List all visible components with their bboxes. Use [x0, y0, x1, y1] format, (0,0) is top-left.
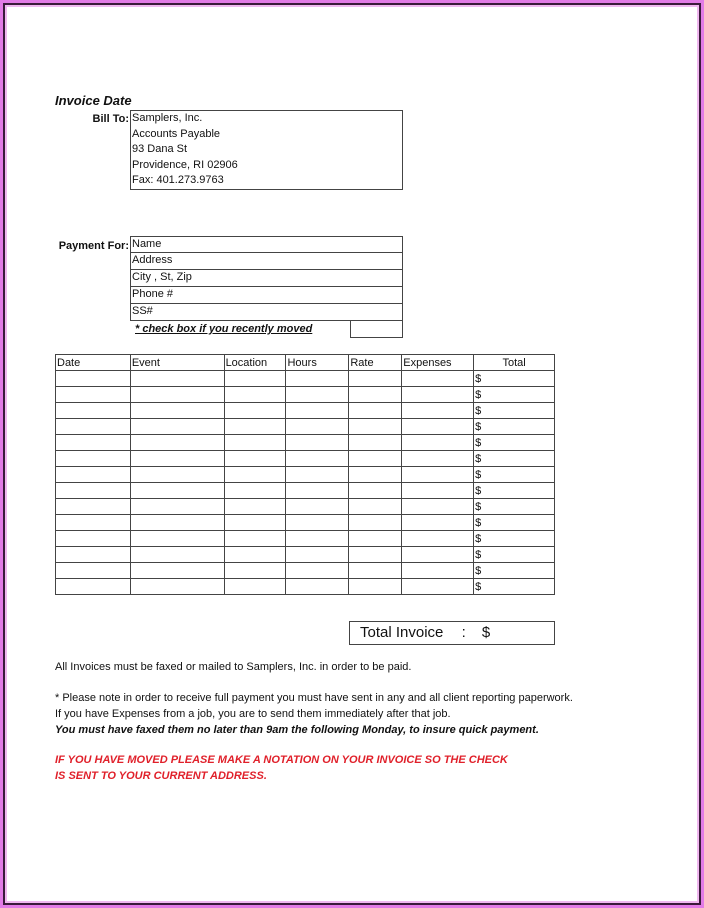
date-cell[interactable]	[56, 579, 131, 595]
table-row	[56, 515, 555, 531]
hours-cell[interactable]	[286, 547, 349, 563]
bill-to-label: Bill To:	[92, 113, 129, 125]
table-row	[56, 467, 555, 483]
header-rate: Rate	[349, 355, 402, 371]
ssn-field[interactable]: SS#	[130, 304, 403, 321]
rate-cell[interactable]	[349, 499, 402, 515]
event-cell[interactable]	[130, 387, 224, 403]
date-cell[interactable]	[56, 515, 131, 531]
total-cell[interactable]: $	[474, 515, 555, 531]
phone-field[interactable]: Phone #	[130, 287, 403, 304]
header-event: Event	[130, 355, 224, 371]
payment-for-label: Payment For:	[58, 240, 129, 252]
rate-cell[interactable]	[349, 547, 402, 563]
rate-cell[interactable]	[349, 403, 402, 419]
date-cell[interactable]	[56, 547, 131, 563]
total-cell[interactable]: $	[474, 451, 555, 467]
date-cell[interactable]	[56, 371, 131, 387]
location-cell[interactable]	[224, 435, 286, 451]
total-cell[interactable]: $	[474, 499, 555, 515]
expenses-cell[interactable]	[402, 531, 474, 547]
expenses-cell[interactable]	[402, 483, 474, 499]
expenses-cell[interactable]	[402, 515, 474, 531]
line-items-table	[55, 354, 555, 595]
event-cell[interactable]	[130, 531, 224, 547]
date-cell[interactable]	[56, 499, 131, 515]
location-cell[interactable]	[224, 371, 286, 387]
moved-warning-line1: IF YOU HAVE MOVED PLEASE MAKE A NOTATION ON YOUR INVOICE SO THE CHECK	[55, 754, 508, 766]
expenses-cell[interactable]	[402, 547, 474, 563]
date-cell[interactable]	[56, 467, 131, 483]
hours-cell[interactable]	[286, 499, 349, 515]
hours-cell[interactable]	[286, 579, 349, 595]
total-cell[interactable]: $	[474, 483, 555, 499]
location-cell[interactable]	[224, 515, 286, 531]
expenses-cell[interactable]	[402, 387, 474, 403]
expenses-cell[interactable]	[402, 403, 474, 419]
table-row	[56, 371, 555, 387]
total-cell[interactable]: $	[474, 387, 555, 403]
total-invoice-separator: :	[461, 624, 466, 641]
location-cell[interactable]	[224, 403, 286, 419]
hours-cell[interactable]	[286, 515, 349, 531]
location-cell[interactable]	[224, 531, 286, 547]
total-cell[interactable]: $	[474, 371, 555, 387]
table-row	[56, 531, 555, 547]
bill-to-box	[130, 110, 403, 190]
expenses-cell[interactable]	[402, 371, 474, 387]
header-date: Date	[56, 355, 131, 371]
bill-to-line: Providence, RI 02906	[132, 158, 238, 171]
bill-to-line: Accounts Payable	[132, 127, 221, 140]
name-field[interactable]: Name	[130, 236, 403, 253]
event-cell[interactable]	[130, 419, 224, 435]
expenses-cell[interactable]	[402, 419, 474, 435]
table-row	[56, 387, 555, 403]
expenses-cell[interactable]	[402, 451, 474, 467]
expenses-cell[interactable]	[402, 563, 474, 579]
rate-cell[interactable]	[349, 563, 402, 579]
date-cell[interactable]	[56, 387, 131, 403]
total-invoice-label: Total Invoice	[360, 624, 444, 641]
location-cell[interactable]	[224, 563, 286, 579]
total-cell[interactable]: $	[474, 467, 555, 483]
location-cell[interactable]	[224, 467, 286, 483]
total-cell[interactable]: $	[474, 579, 555, 595]
total-cell[interactable]: $	[474, 419, 555, 435]
date-cell[interactable]	[56, 451, 131, 467]
bill-to-line: Samplers, Inc.	[132, 112, 203, 124]
hours-cell[interactable]	[286, 419, 349, 435]
rate-cell[interactable]	[349, 451, 402, 467]
table-row	[56, 419, 555, 435]
header-location: Location	[224, 355, 286, 371]
location-cell[interactable]	[224, 419, 286, 435]
event-cell[interactable]	[130, 403, 224, 419]
total-invoice-box	[349, 621, 555, 645]
rate-cell[interactable]	[349, 435, 402, 451]
hours-cell[interactable]	[286, 403, 349, 419]
bill-to-line: 93 Dana St	[132, 143, 188, 155]
event-cell[interactable]	[130, 499, 224, 515]
payment-for-fields	[130, 236, 403, 321]
header-expenses: Expenses	[402, 355, 474, 371]
total-cell[interactable]: $	[474, 531, 555, 547]
invoice-date-title: Invoice Date	[55, 93, 132, 108]
location-cell[interactable]	[224, 387, 286, 403]
event-cell[interactable]	[130, 371, 224, 387]
table-row	[56, 579, 555, 595]
date-cell[interactable]	[56, 403, 131, 419]
deadline-note: You must have faxed them no later than 9am the following Monday, to insure quick payment.	[55, 724, 539, 736]
event-cell[interactable]	[130, 467, 224, 483]
table-row	[56, 499, 555, 515]
total-cell[interactable]: $	[474, 435, 555, 451]
hours-cell[interactable]	[286, 371, 349, 387]
rate-cell[interactable]	[349, 515, 402, 531]
location-cell[interactable]	[224, 579, 286, 595]
table-header-row	[56, 355, 555, 371]
header-total: Total	[474, 355, 555, 371]
rate-cell[interactable]	[349, 371, 402, 387]
address-field[interactable]: Address	[130, 253, 403, 270]
expenses-note: If you have Expenses from a job, you are to send them immediately after that job.	[55, 708, 451, 720]
header-hours: Hours	[286, 355, 349, 371]
recently-moved-label: * check box if you recently moved	[135, 323, 313, 335]
date-cell[interactable]	[56, 483, 131, 499]
rate-cell[interactable]	[349, 483, 402, 499]
bill-to-line: Fax: 401.273.9763	[132, 174, 224, 186]
rate-cell[interactable]	[349, 531, 402, 547]
event-cell[interactable]	[130, 435, 224, 451]
faxing-note: All Invoices must be faxed or mailed to Samplers, Inc. in order to be paid.	[55, 661, 412, 673]
hours-cell[interactable]	[286, 483, 349, 499]
location-cell[interactable]	[224, 451, 286, 467]
total-cell[interactable]: $	[474, 563, 555, 579]
hours-cell[interactable]	[286, 563, 349, 579]
table-row	[56, 451, 555, 467]
event-cell[interactable]	[130, 483, 224, 499]
hours-cell[interactable]	[286, 451, 349, 467]
expenses-cell[interactable]	[402, 499, 474, 515]
paperwork-note: * Please note in order to receive full payment you must have sent in any and all client reporting paperwork.	[55, 692, 573, 704]
date-cell[interactable]	[56, 531, 131, 547]
table-row	[56, 435, 555, 451]
hours-cell[interactable]	[286, 435, 349, 451]
event-cell[interactable]	[130, 547, 224, 563]
location-cell[interactable]	[224, 483, 286, 499]
total-invoice-currency: $	[481, 624, 491, 641]
expenses-cell[interactable]	[402, 467, 474, 483]
date-cell[interactable]	[56, 435, 131, 451]
date-cell[interactable]	[56, 563, 131, 579]
event-cell[interactable]	[130, 515, 224, 531]
rate-cell[interactable]	[349, 579, 402, 595]
hours-cell[interactable]	[286, 531, 349, 547]
expenses-cell[interactable]	[402, 435, 474, 451]
total-cell[interactable]: $	[474, 547, 555, 563]
moved-warning-line2: IS SENT TO YOUR CURRENT ADDRESS.	[55, 770, 267, 782]
city-state-zip-field[interactable]: City , St, Zip	[130, 270, 403, 287]
date-cell[interactable]	[56, 419, 131, 435]
event-cell[interactable]	[130, 451, 224, 467]
recently-moved-checkbox[interactable]	[350, 321, 403, 338]
hours-cell[interactable]	[286, 467, 349, 483]
table-row	[56, 547, 555, 563]
table-row	[56, 563, 555, 579]
rate-cell[interactable]	[349, 419, 402, 435]
event-cell[interactable]	[130, 579, 224, 595]
table-row	[56, 483, 555, 499]
table-row	[56, 403, 555, 419]
expenses-cell[interactable]	[402, 579, 474, 595]
location-cell[interactable]	[224, 547, 286, 563]
total-cell[interactable]: $	[474, 403, 555, 419]
rate-cell[interactable]	[349, 387, 402, 403]
event-cell[interactable]	[130, 563, 224, 579]
hours-cell[interactable]	[286, 387, 349, 403]
location-cell[interactable]	[224, 499, 286, 515]
rate-cell[interactable]	[349, 467, 402, 483]
